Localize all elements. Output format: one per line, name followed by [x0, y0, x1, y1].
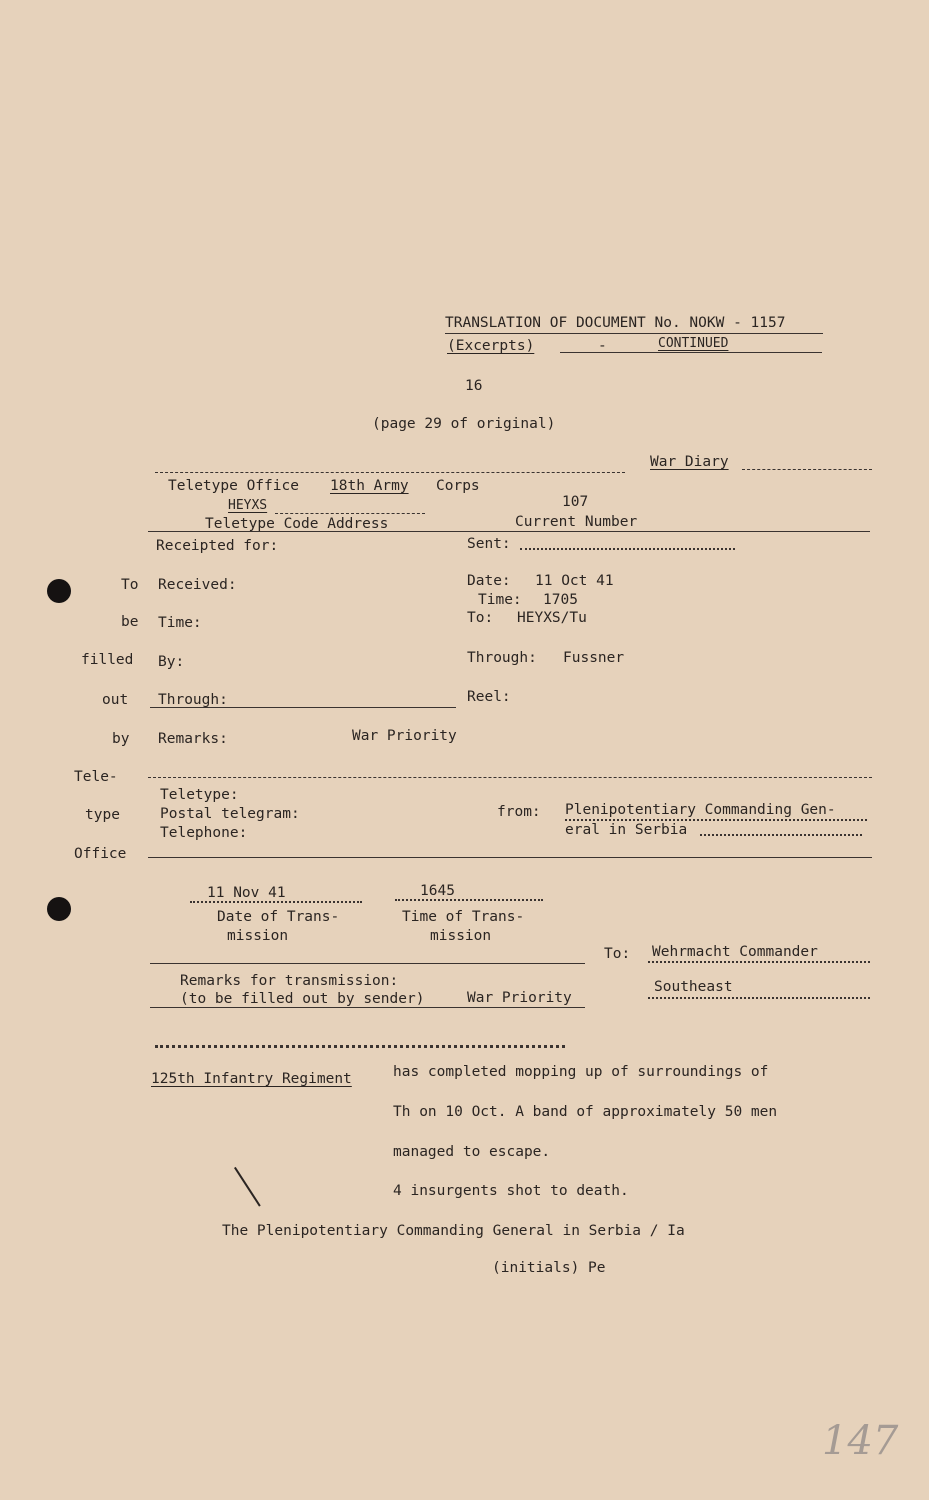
date-of-trans-label-1: Date of Trans-	[217, 909, 340, 925]
punch-hole	[47, 579, 71, 603]
margin-label: be	[121, 614, 139, 630]
margin-label: type	[85, 807, 120, 823]
sent-label: Sent:	[467, 536, 511, 552]
reel-label: Reel:	[467, 689, 511, 705]
margin-label: To	[121, 577, 139, 593]
date-label: Date:	[467, 573, 511, 589]
time-field-label: Time:	[158, 615, 202, 631]
by-label: By:	[158, 654, 185, 670]
to-recipient-label: To:	[604, 946, 631, 962]
margin-label: by	[112, 731, 130, 747]
from-line-1: Plenipotentiary Commanding Gen-	[565, 802, 836, 818]
margin-label: Tele-	[74, 769, 118, 785]
war-priority-value: War Priority	[352, 728, 457, 744]
through-label: Through:	[467, 650, 537, 666]
document-title: TRANSLATION OF DOCUMENT No. NOKW - 1157	[445, 315, 786, 331]
time-of-trans-label-2: mission	[430, 928, 492, 944]
punch-hole	[47, 897, 71, 921]
message-line-4: 4 insurgents shot to death.	[393, 1183, 629, 1199]
to-recipient-line-1: Wehrmacht Commander	[652, 944, 818, 960]
date-of-trans-label-2: mission	[227, 928, 289, 944]
telephone-label: Telephone:	[160, 825, 248, 841]
time-of-trans-label-1: Time of Trans-	[402, 909, 525, 925]
page-of-original: (page 29 of original)	[372, 416, 556, 432]
teletype-code-address-label: Teletype Code Address	[205, 516, 389, 532]
code-address-value: HEYXS	[228, 498, 268, 513]
teletype-label: Teletype:	[160, 787, 239, 803]
current-number-value: 107	[562, 494, 589, 510]
postal-telegram-label: Postal telegram:	[160, 806, 300, 822]
handwritten-page-number: 147	[822, 1418, 899, 1464]
teletype-office-label: Teletype Office	[168, 478, 299, 494]
to-label: To:	[467, 610, 494, 626]
remarks-transmission-label: Remarks for transmission:	[180, 973, 399, 989]
message-unit: 125th Infantry Regiment	[151, 1071, 352, 1087]
war-priority-transmission: War Priority	[467, 990, 572, 1006]
margin-label: filled	[81, 652, 134, 668]
margin-label: out	[102, 692, 129, 708]
margin-label: Office	[74, 846, 127, 862]
message-line-1: has completed mopping up of surroundings of	[393, 1064, 769, 1080]
war-diary-label: War Diary	[650, 454, 729, 470]
excerpts-label: (Excerpts)	[447, 338, 535, 354]
receipted-for-label: Receipted for:	[156, 538, 279, 554]
time-value: 1705	[543, 592, 578, 608]
signature-line: The Plenipotentiary Commanding General in Serbia / Ia	[222, 1223, 685, 1239]
through-value: Fussner	[563, 650, 625, 666]
transmission-time-value: 1645	[420, 883, 455, 899]
pen-mark	[234, 1167, 260, 1206]
continued-label: CONTINUED	[658, 336, 729, 351]
remarks-label: Remarks:	[158, 731, 228, 747]
header-dash: -	[598, 338, 607, 354]
initials-line: (initials) Pe	[492, 1260, 606, 1276]
message-line-2: Th on 10 Oct. A band of approximately 50 men	[393, 1104, 778, 1120]
message-line-3: managed to escape.	[393, 1144, 551, 1160]
from-label: from:	[497, 804, 541, 820]
time-label: Time:	[478, 592, 522, 608]
to-value: HEYXS/Tu	[517, 610, 587, 626]
filled-by-sender-label: (to be filled out by sender)	[180, 991, 425, 1007]
corps-unit: 18th Army	[330, 478, 409, 494]
received-label: Received:	[158, 577, 237, 593]
from-line-2: eral in Serbia	[565, 822, 688, 838]
to-recipient-line-2: Southeast	[654, 979, 733, 995]
current-number-label: Current Number	[515, 514, 638, 530]
through-field-label: Through:	[158, 692, 228, 708]
transmission-date-value: 11 Nov 41	[207, 885, 286, 901]
page-number: 16	[465, 378, 483, 394]
corps-label: Corps	[436, 478, 480, 494]
date-value: 11 Oct 41	[535, 573, 614, 589]
